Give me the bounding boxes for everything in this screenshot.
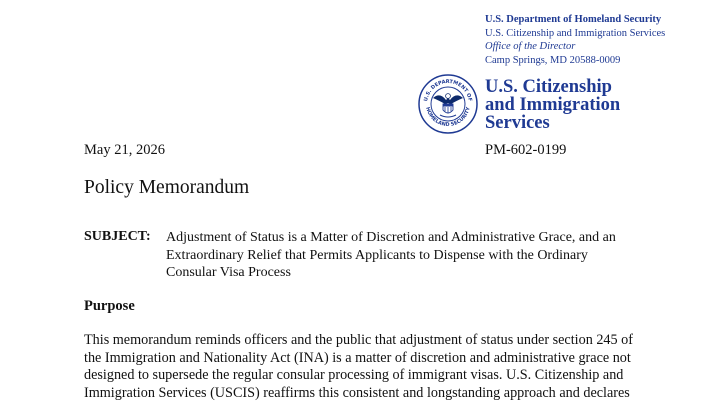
letterhead-office: Office of the Director: [485, 41, 576, 52]
body-paragraph: [84, 332, 656, 403]
subject-line: Adjustment of Status is a Matter of Discretion and Administrative Grace, and an: [166, 230, 616, 245]
body-line: Immigration Services (USCIS) reaffirms this consistent and longstanding approach and declares: [84, 385, 630, 402]
agency-logo-line: U.S. Citizenship: [485, 77, 612, 97]
body-line: the Immigration and Nationality Act (INA) is a matter of discretion and administrative grace not: [84, 349, 631, 366]
letterhead-agency: U.S. Citizenship and Immigration Services: [485, 27, 666, 39]
agency-logo-text: [485, 78, 620, 132]
agency-logo-line: Services: [485, 113, 550, 133]
letterhead-department: U.S. Department of Homeland Security: [485, 14, 662, 25]
body-line: designed to supersede the regular consular processing of immigrant visas. U.S. Citizenship and: [84, 367, 624, 384]
letterhead: [485, 13, 665, 67]
subject-text: [166, 229, 636, 282]
svg-text:U.S. DEPARTMENT OF: U.S. DEPARTMENT OF: [423, 78, 473, 102]
subject-line: Extraordinary Relief that Permits Applicants to Dispense with the Ordinary: [166, 247, 588, 263]
page-title: Policy Memorandum: [84, 177, 250, 198]
subject-label: SUBJECT:: [84, 229, 151, 244]
letterhead-address: Camp Springs, MD 20588-0009: [485, 54, 621, 66]
svg-text:HOMELAND SECURITY: HOMELAND SECURITY: [424, 106, 472, 129]
agency-logo-line: and Immigration: [485, 95, 621, 115]
body-line: This memorandum reminds officers and the public that adjustment of status under section 245 of: [84, 332, 633, 348]
subject-line: Consular Visa Process: [166, 265, 291, 280]
dhs-seal-icon: [418, 74, 478, 134]
memo-date: May 21, 2026: [84, 142, 165, 158]
section-heading-purpose: Purpose: [84, 298, 135, 314]
document-number: PM-602-0199: [485, 142, 567, 158]
